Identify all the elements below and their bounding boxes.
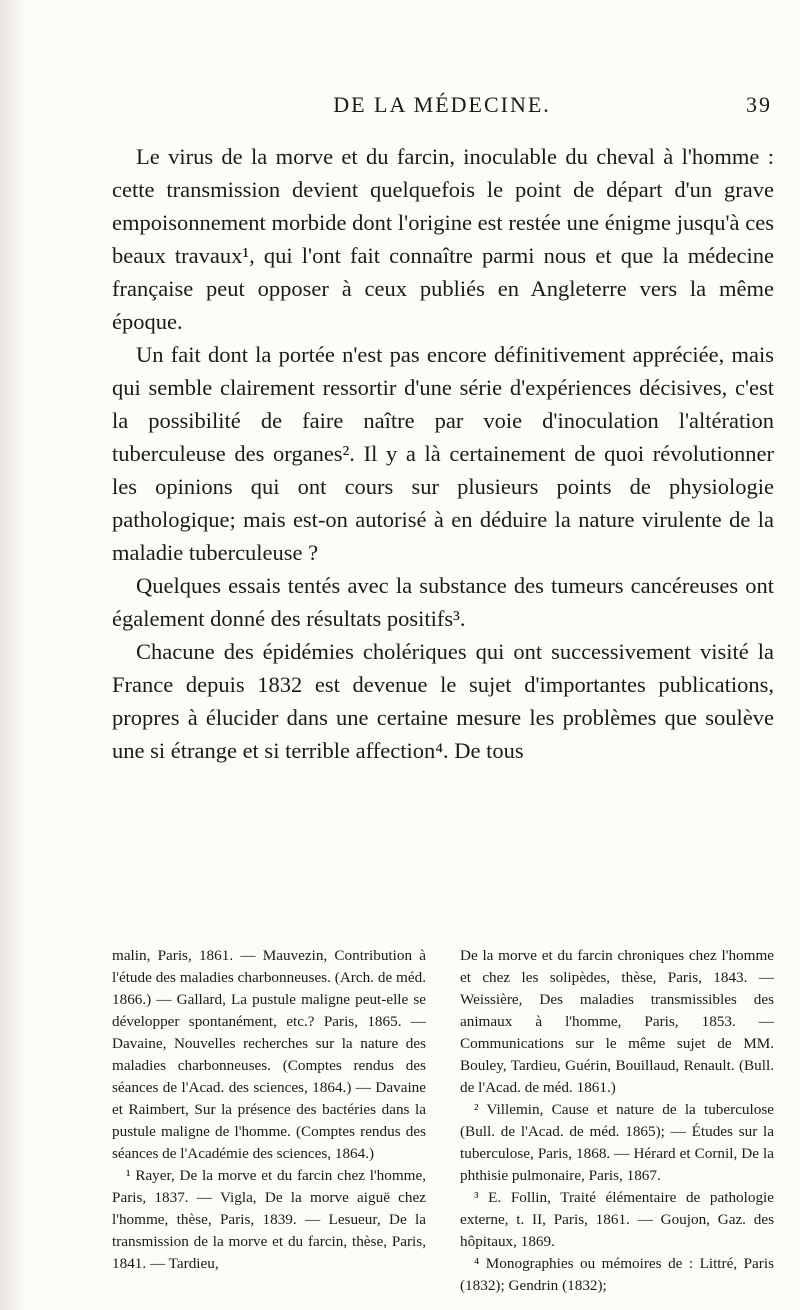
- footnote-4: ⁴ Monographies ou mémoires de : Littré, Paris (1832); Gendrin (1832);: [460, 1255, 774, 1294]
- main-text: [112, 140, 774, 767]
- paragraph-morve: Le virus de la morve et du farcin, inoculable du cheval à l'homme : cette transmission devient quelquefois le point de départ d'un grave empoisonnement morbide dont l'origine est restée une énigme jusqu'à ces beaux travaux¹, qui l'ont fait connaître parmi nous et que la médecine française peut opposer à ceux publiés en Angleterre vers la même époque.: [112, 144, 774, 334]
- page-gutter-shadow: [0, 0, 28, 1310]
- page-number: 39: [746, 92, 772, 117]
- footnotes-left-column: [112, 945, 426, 1297]
- paragraph-cancer: Quelques essais tentés avec la substance des tumeurs cancéreuses ont également donné des résultats positifs³.: [112, 573, 774, 631]
- footnote-3: ³ E. Follin, Traité élémentaire de pathologie externe, t. II, Paris, 1861. — Goujon, Gaz. des hôpitaux, 1869.: [460, 1189, 774, 1250]
- footnotes-right-column: [460, 945, 774, 1297]
- footnote-2: ² Villemin, Cause et nature de la tuberculose (Bull. de l'Acad. de méd. 1865); — Études sur la tuberculose, Paris, 1868. — Hérard et Cornil, De la phthisie pulmonaire, Paris, 1867.: [460, 1101, 774, 1184]
- running-header: [112, 92, 772, 120]
- footnote-continuation: malin, Paris, 1861. — Mauvezin, Contribution à l'étude des maladies charbonneuses. (Arch. de méd. 1866.) — Gallard, La pustule maligne peut-elle se développer spontanément, etc.? Paris, 1865. — Davaine, Nouvelles recherches sur la nature des maladies charbonneuses. (Comptes rendus des séances de l'Acad. des sciences, 1864.) — Davaine et Raimbert, Sur la présence des bactéries dans la pustule maligne de l'homme. (Comptes rendus des séances de l'Académie des sciences, 1864.): [112, 947, 426, 1162]
- paragraph-cholera: Chacune des épidémies cholériques qui ont successivement visité la France depuis 1832 est devenue le sujet d'importantes publications, propres à élucider dans une certaine mesure les problèmes que soulève une si étrange et si terrible affection⁴. De tous: [112, 639, 774, 763]
- footnotes: [112, 945, 774, 1297]
- footnote-1: ¹ Rayer, De la morve et du farcin chez l'homme, Paris, 1837. — Vigla, De la morve aiguë chez l'homme, thèse, Paris, 1839. — Lesueur, De la transmission de la morve et du farcin, thèse, Paris, 1841. — Tardieu,: [112, 1167, 426, 1272]
- running-title: DE LA MÉDECINE.: [333, 92, 551, 117]
- footnote-1-continuation: De la morve et du farcin chroniques chez l'homme et chez les solipèdes, thèse, Paris, 1843. — Weissière, Des maladies transmissibles des animaux à l'homme, Paris, 1853. — Communications sur le même sujet de MM. Bouley, Tardieu, Guérin, Bouillaud, Renault. (Bull. de l'Acad. de méd. 1861.): [460, 947, 774, 1096]
- paragraph-tuberculose: Un fait dont la portée n'est pas encore définitivement appréciée, mais qui semble clairement ressortir d'une série d'expériences décisives, c'est la possibilité de faire naître par voie d'inoculation l'altération tuberculeuse des organes². Il y a là certainement de quoi révolutionner les opinions qui ont cours sur plusieurs points de physiologie pathologique; mais est-on autorisé à en déduire la nature virulente de la maladie tuberculeuse ?: [112, 342, 774, 565]
